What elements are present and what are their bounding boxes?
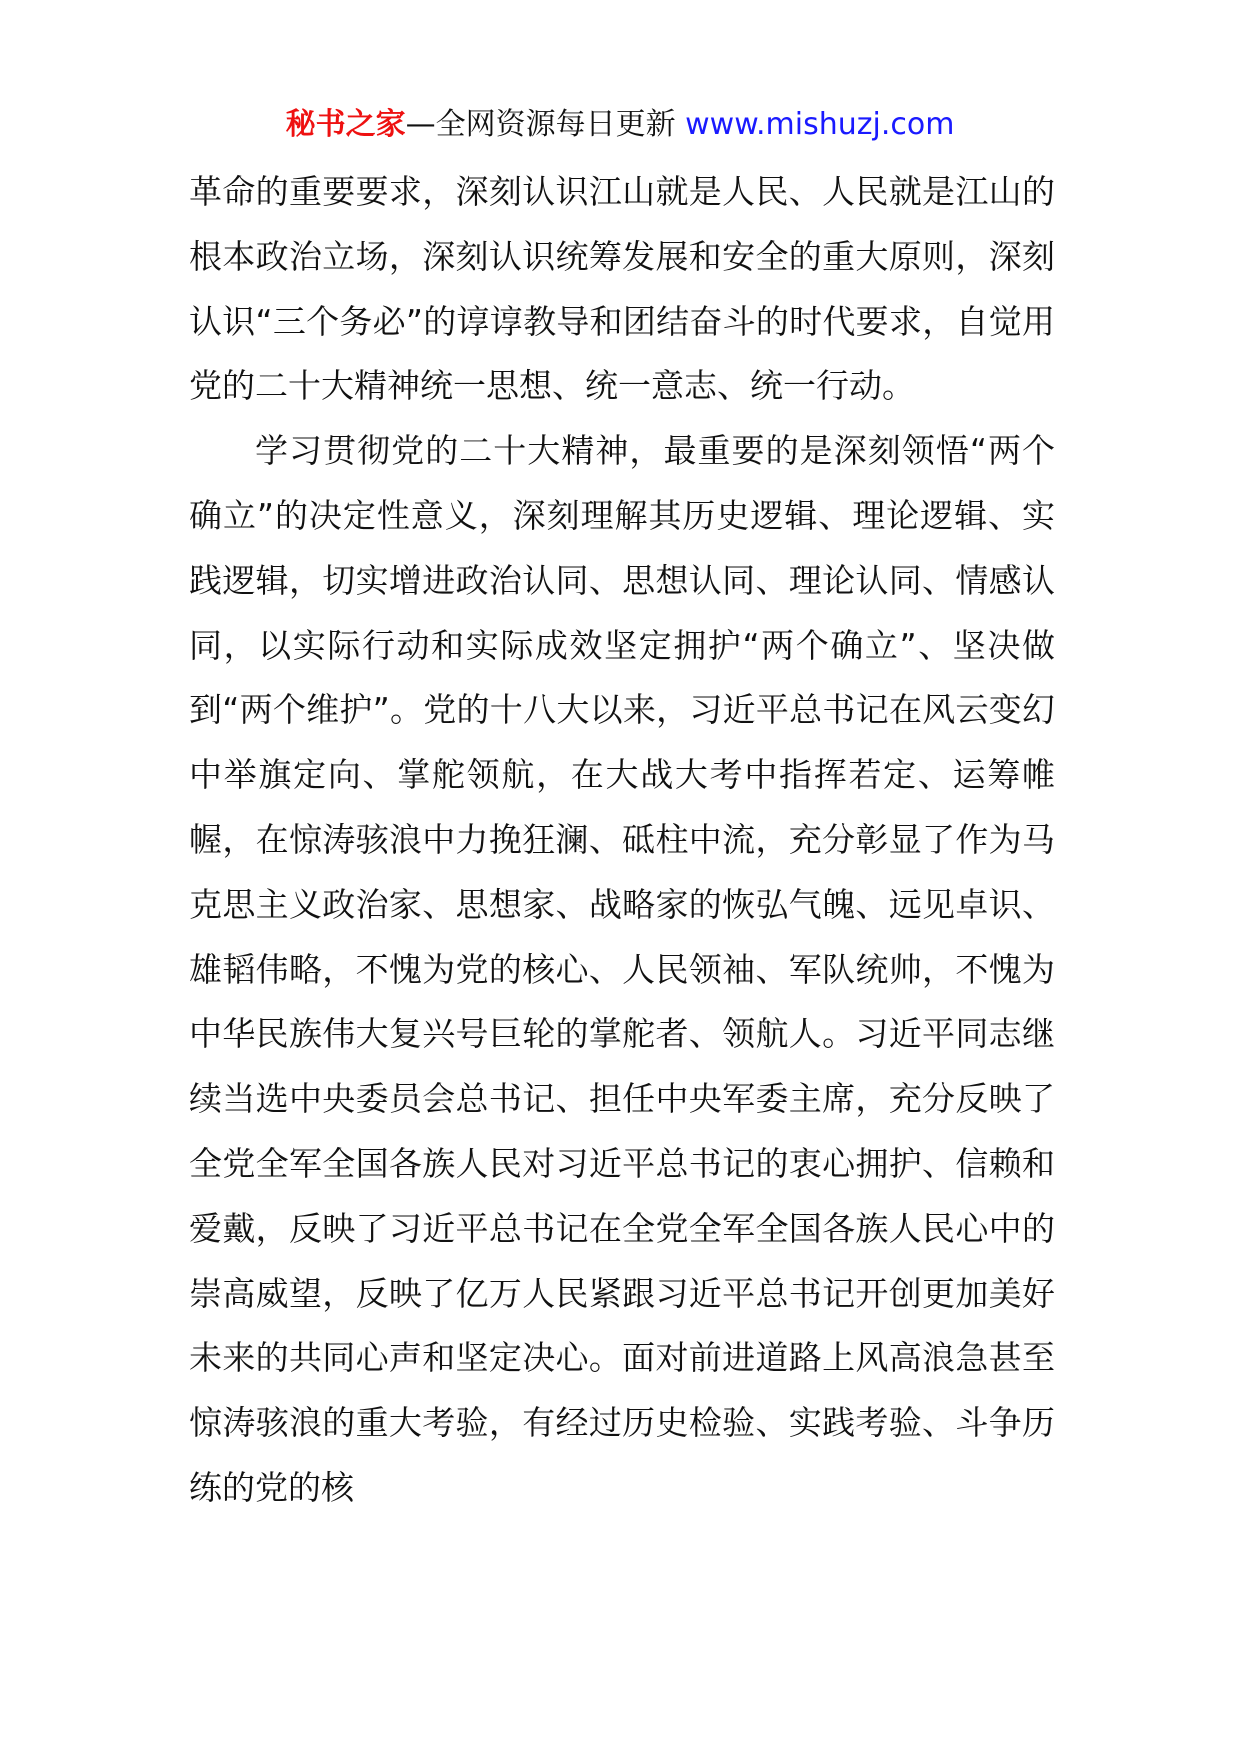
website-link[interactable]: www.mishuzj.com	[685, 107, 955, 142]
header-slogan: —全网资源每日更新	[405, 107, 676, 142]
paragraph-continued: 革命的重要要求，深刻认识江山就是人民、人民就是江山的根本政治立场，深刻认识统筹发展和安全的重大原则，深刻认识“三个务必”的谆谆教导和团结奋斗的时代要求，自觉用党的二十大精神统一思想、统一意志、统一行动。	[189, 172, 1055, 406]
paragraph: 学习贯彻党的二十大精神，最重要的是深刻领悟“两个确立”的决定性意义，深刻理解其历史逻辑、理论逻辑、实践逻辑，切实增进政治认同、思想认同、理论认同、情感认同，以实际行动和实际成效坚定拥护“两个确立”、坚决做到“两个维护”。党的十八大以来，习近平总书记在风云变幻中举旗定向、掌舵领航，在大战大考中指挥若定、运筹帷幄，在惊涛骇浪中力挽狂澜、砥柱中流，充分彰显了作为马克思主义政治家、思想家、战略家的恢弘气魄、远见卓识、雄韬伟略，不愧为党的核心、人民领袖、军队统帅，不愧为中华民族伟大复兴号巨轮的掌舵者、领航人。习近平同志继续当选中央委员会总书记、担任中央军委主席，充分反映了全党全军全国各族人民对习近平总书记的衷心拥护、信赖和爱戴，反映了习近平总书记在全党全军全国各族人民心中的崇高威望，反映了亿万人民紧跟习近平总书记开创更加美好未来的共同心声和坚定决心。面对前进道路上风高浪急甚至惊涛骇浪的重大考验，有经过历史检验、实践考验、斗争历练的党的核	[189, 431, 1055, 1507]
document-body	[189, 160, 1055, 1521]
brand-name: 秘书之家	[285, 107, 406, 142]
page-header	[0, 98, 1240, 152]
